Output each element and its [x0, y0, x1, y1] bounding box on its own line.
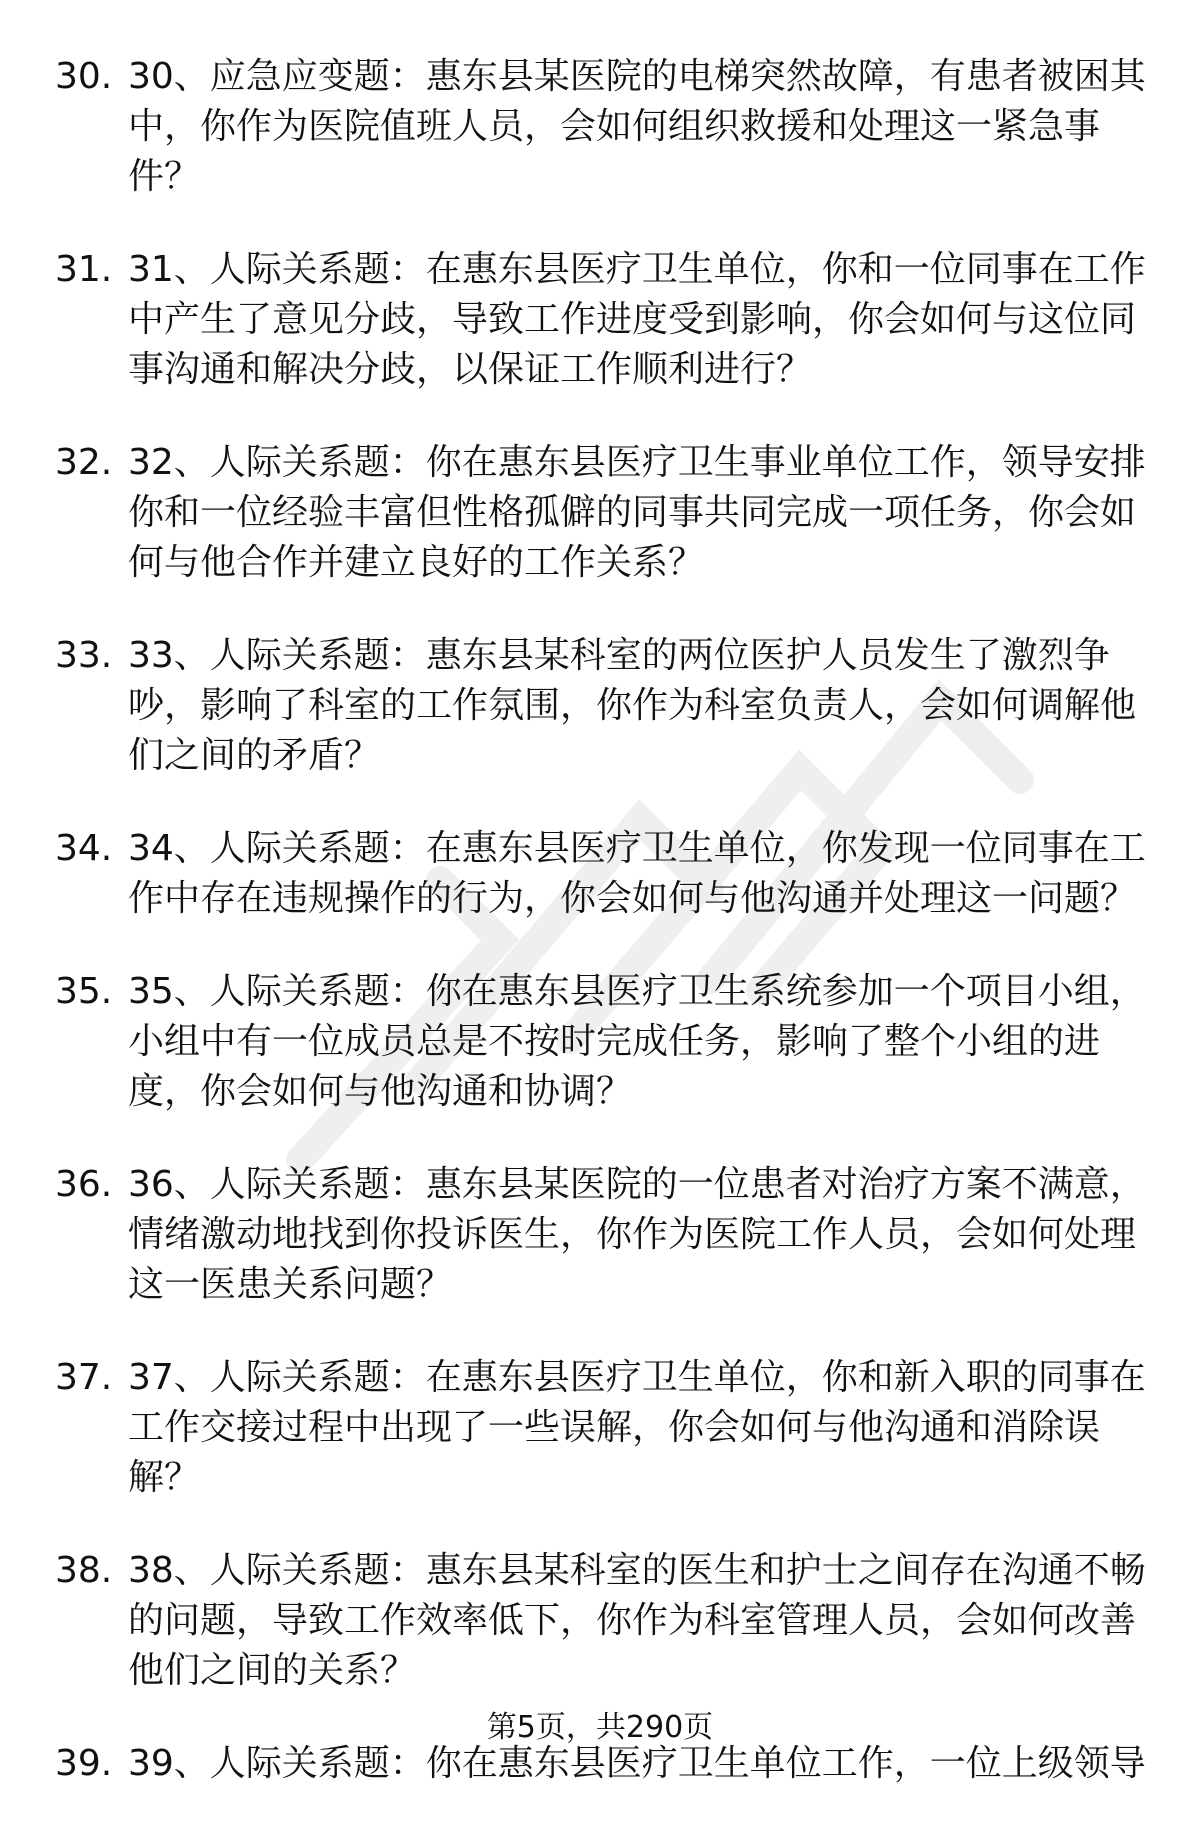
question-number: 39.	[55, 1743, 113, 1784]
page-footer: 第5页，共290页	[486, 1710, 714, 1745]
question-list	[0, 52, 1200, 1832]
list-item	[0, 1353, 1200, 1503]
question-number: 35.	[55, 971, 113, 1012]
question-number: 33.	[55, 635, 113, 676]
question-number: 38.	[55, 1550, 113, 1591]
question-text: 36、人际关系题：惠东县某医院的一位患者对治疗方案不满意，情绪激动地找到你投诉医生，你作为医院工作人员，会如何处理这一医患关系问题？	[128, 1164, 1146, 1305]
question-text: 34、人际关系题：在惠东县医疗卫生单位，你发现一位同事在工作中存在违规操作的行为，你会如何与他沟通并处理这一问题？	[128, 828, 1146, 919]
question-number: 36.	[55, 1164, 113, 1205]
question-number: 37.	[55, 1357, 113, 1398]
list-item	[0, 631, 1200, 781]
list-item	[0, 438, 1200, 588]
list-item	[0, 1160, 1200, 1310]
question-text: 35、人际关系题：你在惠东县医疗卫生系统参加一个项目小组，小组中有一位成员总是不按时完成任务，影响了整个小组的进度，你会如何与他沟通和协调？	[128, 971, 1146, 1112]
question-text: 31、人际关系题：在惠东县医疗卫生单位，你和一位同事在工作中产生了意见分歧，导致工作进度受到影响，你会如何与这位同事沟通和解决分歧，以保证工作顺利进行？	[128, 249, 1146, 390]
list-item	[0, 52, 1200, 202]
list-item	[0, 245, 1200, 395]
question-text: 30、应急应变题：惠东县某医院的电梯突然故障，有患者被困其中，你作为医院值班人员，会如何组织救援和处理这一紧急事件？	[128, 56, 1146, 197]
question-number: 34.	[55, 828, 113, 869]
list-item	[0, 967, 1200, 1117]
question-text: 37、人际关系题：在惠东县医疗卫生单位，你和新入职的同事在工作交接过程中出现了一些误解，你会如何与他沟通和消除误解？	[128, 1357, 1146, 1498]
list-item	[0, 824, 1200, 924]
question-number: 30.	[55, 56, 113, 97]
question-text: 38、人际关系题：惠东县某科室的医生和护士之间存在沟通不畅的问题，导致工作效率低下，你作为科室管理人员，会如何改善他们之间的关系？	[128, 1550, 1146, 1691]
question-text: 33、人际关系题：惠东县某科室的两位医护人员发生了激烈争吵，影响了科室的工作氛围，你作为科室负责人，会如何调解他们之间的矛盾？	[128, 635, 1137, 776]
list-item	[0, 1546, 1200, 1696]
question-text: 39、人际关系题：你在惠东县医疗卫生单位工作，一位上级领导	[128, 1743, 1146, 1784]
question-text: 32、人际关系题：你在惠东县医疗卫生事业单位工作，领导安排你和一位经验丰富但性格孤僻的同事共同完成一项任务，你会如何与他合作并建立良好的工作关系？	[128, 442, 1146, 583]
question-number: 31.	[55, 249, 113, 290]
question-number: 32.	[55, 442, 113, 483]
